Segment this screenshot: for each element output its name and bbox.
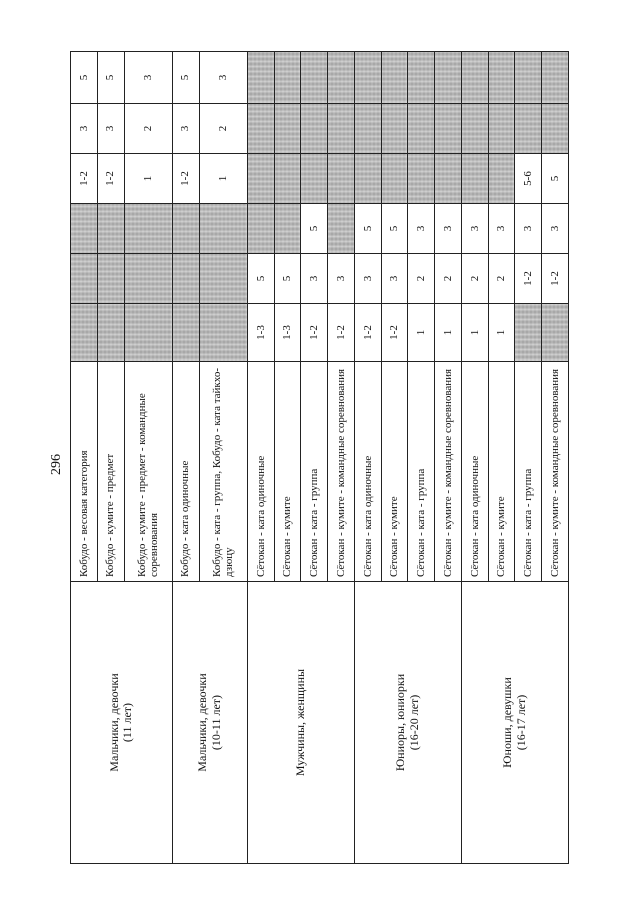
shaded-cell (354, 104, 381, 154)
shaded-cell (172, 204, 199, 254)
shaded-cell (301, 104, 328, 154)
shaded-cell (301, 52, 328, 104)
age-group-name: Юниоры, юниорки (393, 673, 408, 772)
value-cell: 5 (301, 204, 328, 254)
discipline-cell: Сётокан - кумите - командные соревнования (542, 362, 569, 582)
value-cell: 2 (461, 254, 488, 304)
value-cell: 1-2 (301, 304, 328, 362)
shaded-cell (461, 104, 488, 154)
value-cell: 1 (199, 154, 247, 204)
age-group-range: (16-20 лет) (406, 694, 421, 751)
shaded-cell (247, 104, 274, 154)
age-group-cell (172, 582, 247, 864)
shaded-cell (124, 254, 172, 304)
shaded-cell (328, 104, 355, 154)
discipline-cell: Сётокан - ката - группа (408, 362, 435, 582)
value-cell: 3 (515, 204, 542, 254)
discipline-cell: Сётокан - кумите (488, 362, 515, 582)
value-cell: 5 (274, 254, 301, 304)
value-cell: 1-2 (354, 304, 381, 362)
value-cell: 5 (172, 52, 199, 104)
discipline-cell: Сётокан - ката одиночные (354, 362, 381, 582)
shaded-cell (124, 204, 172, 254)
value-cell: 1-2 (172, 154, 199, 204)
value-cell: 5-6 (515, 154, 542, 204)
shaded-cell (461, 154, 488, 204)
value-cell: 1 (408, 304, 435, 362)
rotated-table-container (70, 52, 569, 864)
table-row (461, 52, 488, 864)
shaded-cell (408, 104, 435, 154)
age-group-range: (10-11 лет) (208, 694, 223, 751)
shaded-cell (542, 52, 569, 104)
table-row (71, 52, 98, 864)
age-group-cell (461, 582, 568, 864)
shaded-cell (71, 204, 98, 254)
shaded-cell (199, 304, 247, 362)
table-body (71, 52, 569, 864)
value-cell: 5 (97, 52, 124, 104)
value-cell: 5 (381, 204, 408, 254)
discipline-cell: Кобудо - ката одиночные (172, 362, 199, 582)
value-cell: 5 (542, 154, 569, 204)
shaded-cell (71, 254, 98, 304)
discipline-cell: Сётокан - кумите - командные соревнования (328, 362, 355, 582)
discipline-cell: Сётокан - ката одиночные (461, 362, 488, 582)
shaded-cell (435, 154, 462, 204)
age-group-cell (354, 582, 461, 864)
shaded-cell (435, 104, 462, 154)
shaded-cell (542, 104, 569, 154)
value-cell: 3 (354, 254, 381, 304)
discipline-cell: Кобудо - ката - группа, Кобудо - ката тайкхо-дзюцу (199, 362, 247, 582)
age-group-cell (71, 582, 173, 864)
shaded-cell (247, 204, 274, 254)
shaded-cell (274, 154, 301, 204)
shaded-cell (247, 154, 274, 204)
value-cell: 1 (435, 304, 462, 362)
value-cell: 1-2 (515, 254, 542, 304)
shaded-cell (274, 204, 301, 254)
value-cell: 3 (124, 52, 172, 104)
table-row (172, 52, 199, 864)
value-cell: 1-2 (542, 254, 569, 304)
discipline-cell: Сётокан - кумите (274, 362, 301, 582)
shaded-cell (488, 52, 515, 104)
shaded-cell (124, 304, 172, 362)
value-cell: 1-3 (247, 304, 274, 362)
value-cell: 3 (408, 204, 435, 254)
table-row (354, 52, 381, 864)
shaded-cell (381, 52, 408, 104)
discipline-cell: Сётокан - ката - группа (301, 362, 328, 582)
value-cell: 1 (461, 304, 488, 362)
age-group-name: Мальчики, девочки (195, 673, 210, 772)
shaded-cell (488, 154, 515, 204)
discipline-cell: Кобудо - кумите - предмет - командные соревнования (124, 362, 172, 582)
shaded-cell (97, 204, 124, 254)
discipline-cell: Сётокан - кумите (381, 362, 408, 582)
shaded-cell (301, 154, 328, 204)
shaded-cell (172, 304, 199, 362)
shaded-cell (274, 104, 301, 154)
value-cell: 3 (199, 52, 247, 104)
value-cell: 5 (354, 204, 381, 254)
page-number: 296 (49, 454, 64, 475)
discipline-cell: Кобудо - весовая категория (71, 362, 98, 582)
value-cell: 3 (435, 204, 462, 254)
age-group-name: Мальчики, девочки (106, 673, 121, 772)
discipline-cell: Кобудо - кумите - предмет (97, 362, 124, 582)
shaded-cell (199, 204, 247, 254)
value-cell: 1-2 (328, 304, 355, 362)
shaded-cell (515, 304, 542, 362)
discipline-cell: Сётокан - ката одиночные (247, 362, 274, 582)
shaded-cell (97, 254, 124, 304)
shaded-cell (97, 304, 124, 362)
age-group-range: (16-17 лет) (513, 694, 528, 751)
value-cell: 2 (199, 104, 247, 154)
shaded-cell (381, 154, 408, 204)
value-cell: 2 (488, 254, 515, 304)
shaded-cell (515, 104, 542, 154)
value-cell: 1-2 (71, 154, 98, 204)
shaded-cell (328, 154, 355, 204)
age-group-range: (11 лет) (120, 702, 135, 743)
shaded-cell (435, 52, 462, 104)
shaded-cell (328, 52, 355, 104)
value-cell: 3 (488, 204, 515, 254)
shaded-cell (274, 52, 301, 104)
age-group-name: Юноши, девушки (500, 677, 515, 768)
value-cell: 1-2 (381, 304, 408, 362)
shaded-cell (354, 154, 381, 204)
discipline-cell: Сётокан - кумите - командные соревнования (435, 362, 462, 582)
value-cell: 1-2 (97, 154, 124, 204)
value-cell: 3 (381, 254, 408, 304)
shaded-cell (408, 154, 435, 204)
discipline-cell: Сётокан - ката - группа (515, 362, 542, 582)
table-row (247, 52, 274, 864)
shaded-cell (461, 52, 488, 104)
value-cell: 3 (328, 254, 355, 304)
value-cell: 3 (542, 204, 569, 254)
shaded-cell (381, 104, 408, 154)
value-cell: 3 (71, 104, 98, 154)
value-cell: 3 (97, 104, 124, 154)
value-cell: 3 (172, 104, 199, 154)
value-cell: 3 (461, 204, 488, 254)
value-cell: 2 (124, 104, 172, 154)
value-cell: 2 (408, 254, 435, 304)
shaded-cell (408, 52, 435, 104)
value-cell: 5 (247, 254, 274, 304)
value-cell: 1 (488, 304, 515, 362)
shaded-cell (172, 254, 199, 304)
ranking-table (70, 51, 569, 864)
shaded-cell (542, 304, 569, 362)
shaded-cell (247, 52, 274, 104)
age-group-cell (247, 582, 354, 864)
shaded-cell (515, 52, 542, 104)
value-cell: 2 (435, 254, 462, 304)
shaded-cell (71, 304, 98, 362)
value-cell: 1 (124, 154, 172, 204)
shaded-cell (488, 104, 515, 154)
shaded-cell (328, 204, 355, 254)
shaded-cell (354, 52, 381, 104)
age-group-name: Мужчины, женщины (293, 668, 308, 777)
value-cell: 5 (71, 52, 98, 104)
value-cell: 3 (301, 254, 328, 304)
shaded-cell (199, 254, 247, 304)
value-cell: 1-3 (274, 304, 301, 362)
